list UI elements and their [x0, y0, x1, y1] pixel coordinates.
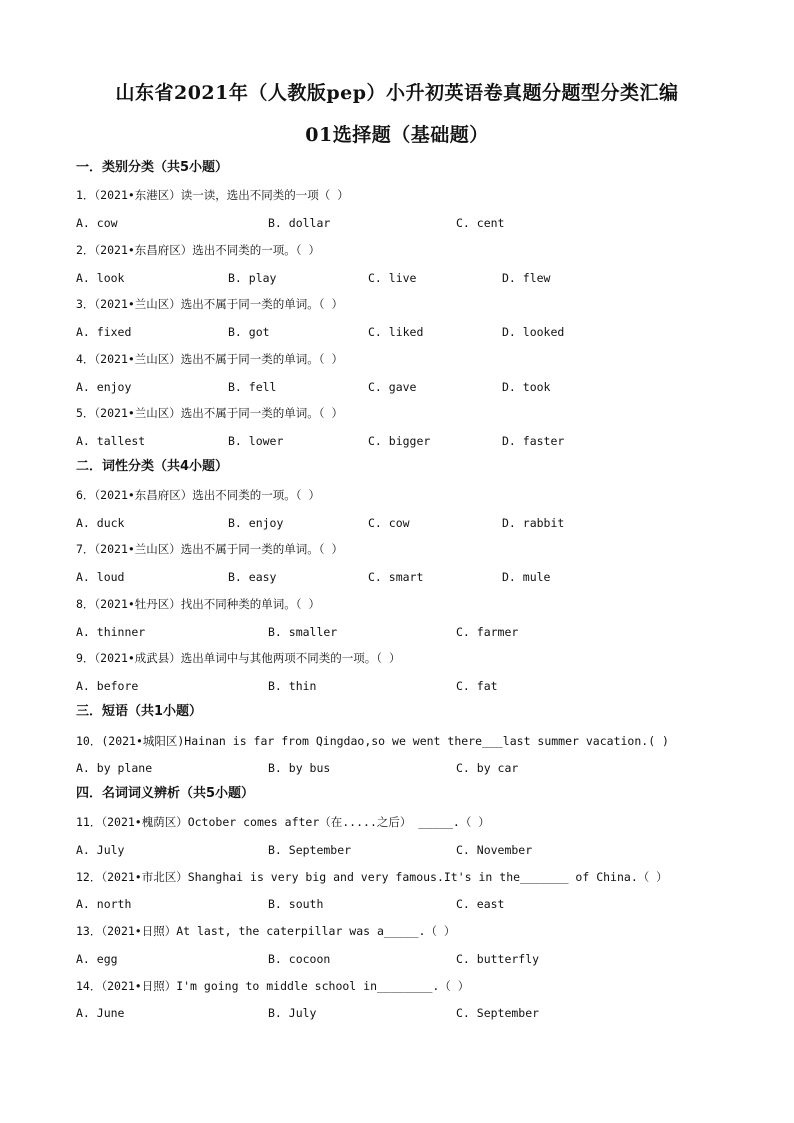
option-c: C. farmer [456, 625, 519, 639]
option-d: D. mule [502, 570, 551, 584]
option-a: A. cow [76, 216, 118, 230]
option-b: B. enjoy [228, 516, 284, 530]
option-a: A. loud [76, 570, 125, 584]
question-text: 13．（2021•日照）At last, the caterpillar was a_____.（ ） [76, 924, 456, 938]
question-text: 2．（2021•东昌府区）选出不同类的一项。（ ） [76, 243, 320, 257]
option-c: C. smart [368, 570, 424, 584]
question-text: 11．（2021•槐荫区）October comes after（在.....之后） _____.（ ） [76, 815, 490, 829]
section-heading: 一．类别分类（共5小题） [76, 160, 229, 175]
option-b: B. dollar [268, 216, 331, 230]
section-heading: 二．词性分类（共4小题） [76, 459, 229, 474]
section-heading: 三．短语（共1小题） [76, 704, 203, 719]
option-d: D. flew [502, 271, 551, 285]
option-d: D. took [502, 380, 551, 394]
option-c: C. fat [456, 679, 498, 693]
section-heading: 四．名词词义辨析（共5小题） [76, 786, 255, 801]
option-a: A. by plane [76, 761, 153, 775]
option-c: C. liked [368, 325, 424, 339]
option-d: D. rabbit [502, 516, 565, 530]
option-a: A. before [76, 679, 139, 693]
question-text: 5．（2021•兰山区）选出不属于同一类的单词。（ ） [76, 406, 343, 420]
option-c: C. November [456, 843, 533, 857]
question-text: 1．（2021•东港区）读一读，选出不同类的一项（ ） [76, 188, 349, 202]
question-text: 14．（2021•日照）I'm going to middle school in________.（ ） [76, 979, 470, 993]
question-text: 10．(2021•城阳区)Hainan is far from Qingdao,so we went there___last summer vacation.( ) [76, 734, 669, 748]
option-b: B. September [268, 843, 352, 857]
option-b: B. cocoon [268, 952, 331, 966]
question-text: 8．（2021•牡丹区）找出不同种类的单词。（ ） [76, 597, 320, 611]
option-a: A. fixed [76, 325, 132, 339]
option-b: B. July [268, 1006, 317, 1020]
option-b: B. smaller [268, 625, 338, 639]
document-subtitle: 01选择题（基础题） [305, 124, 489, 146]
option-a: A. June [76, 1006, 125, 1020]
option-b: B. fell [228, 380, 277, 394]
option-a: A. enjoy [76, 380, 132, 394]
option-a: A. duck [76, 516, 125, 530]
document-title: 山东省2021年（人教版pep）小升初英语卷真题分题型分类汇编 [115, 82, 679, 104]
option-b: B. thin [268, 679, 317, 693]
option-c: C. live [368, 271, 417, 285]
option-c: C. September [456, 1006, 540, 1020]
question-text: 3．（2021•兰山区）选出不属于同一类的单词。（ ） [76, 297, 343, 311]
option-b: B. got [228, 325, 270, 339]
option-b: B. easy [228, 570, 277, 584]
option-a: A. tallest [76, 434, 146, 448]
question-text: 12．（2021•市北区）Shanghai is very big and very famous.It's in the_______ of China.（ ） [76, 870, 668, 884]
option-c: C. by car [456, 761, 519, 775]
option-a: A. look [76, 271, 125, 285]
option-d: D. faster [502, 434, 565, 448]
option-b: B. south [268, 897, 324, 911]
question-text: 7．（2021•兰山区）选出不属于同一类的单词。（ ） [76, 542, 343, 556]
option-c: C. gave [368, 380, 417, 394]
option-c: C. bigger [368, 434, 431, 448]
option-c: C. east [456, 897, 505, 911]
option-a: A. egg [76, 952, 118, 966]
option-a: A. north [76, 897, 132, 911]
option-a: A. July [76, 843, 125, 857]
option-d: D. looked [502, 325, 565, 339]
option-c: C. cent [456, 216, 505, 230]
option-b: B. lower [228, 434, 284, 448]
question-text: 4．（2021•兰山区）选出不属于同一类的单词。（ ） [76, 352, 343, 366]
option-c: C. butterfly [456, 952, 540, 966]
option-b: B. by bus [268, 761, 331, 775]
option-c: C. cow [368, 516, 410, 530]
option-a: A. thinner [76, 625, 146, 639]
question-text: 9．（2021•成武县）选出单词中与其他两项不同类的一项。（ ） [76, 651, 401, 665]
question-text: 6．（2021•东昌府区）选出不同类的一项。（ ） [76, 488, 320, 502]
option-b: B. play [228, 271, 277, 285]
